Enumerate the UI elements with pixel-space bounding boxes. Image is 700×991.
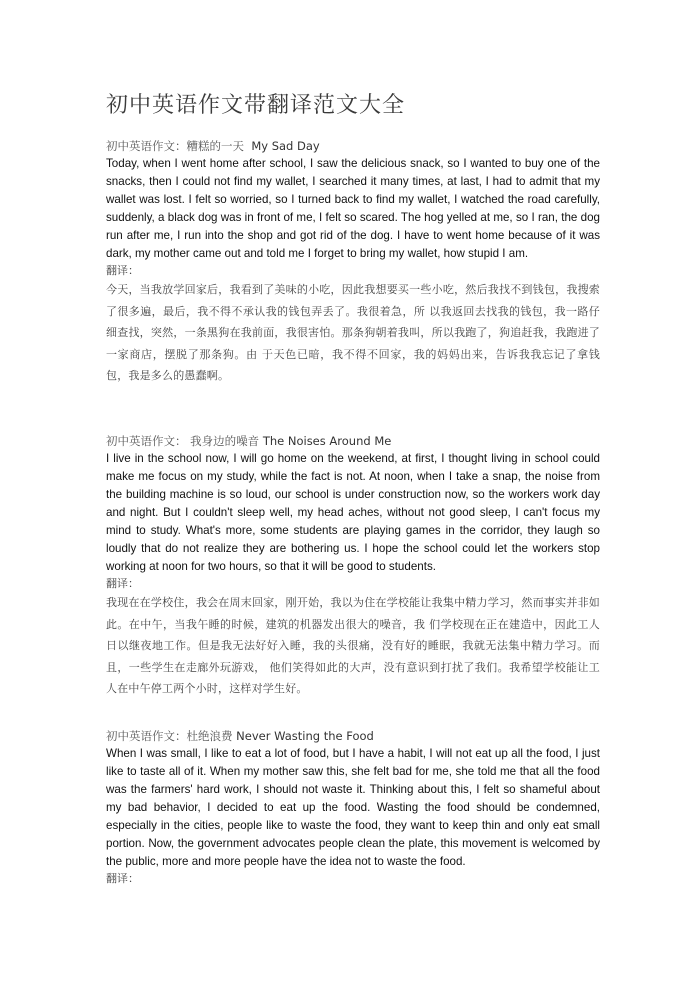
essay-section: [106, 727, 600, 887]
essay-heading: [106, 727, 600, 745]
essay-body-english: I live in the school now, I will go home on the weekend, at first, I thought living in school could make me focus on my study, while the fact is not. At noon, when I take a snap, the noise from the building machine is so loud, our school is under construction now, so the workers work day and night. But I couldn't sleep well, my head aches, without not good sleep, I can't focus my mind to study. What's more, some students are playing games in the corridor, they laugh so loudly that do not realize they are bothering us. I hope the school could let the workers stop working at noon for two hours, so that it will be good to students.: [106, 452, 600, 573]
essay-body-chinese: 今天，当我放学回家后，我看到了美味的小吃，因此我想要买一些小吃，然后我找不到钱包，我搜索了很多遍，最后，我不得不承认我的钱包弄丢了。我很着急，所 以我返回去找我的钱包，我一路仔细查找，突然，一条黑狗在我前面，我很害怕。那条狗朝着我叫，所以我跑了，狗追赶我，我跑进了一家商店，摆脱了那条狗。由 于天色已暗，我不得不回家，我的妈妈出来，告诉我我忘记了拿钱包，我是多么的愚蠢啊。: [106, 283, 600, 382]
essay-heading-english: Never Wasting the Food: [236, 729, 374, 743]
essay-heading: [106, 432, 600, 450]
essay-heading: [106, 137, 600, 155]
translation-label: 翻译：: [106, 577, 139, 590]
essay-heading-prefix: 初中英语作文：糟糕的一天: [106, 139, 244, 153]
essay-heading-english: My Sad Day: [251, 139, 320, 153]
essay-section: [106, 432, 600, 700]
essay-body-english: Today, when I went home after school, I saw the delicious snack, so I wanted to buy one of the snacks, then I could not find my wallet, I searched it many times, at last, I had to admit that my wallet was lost. I felt so worried, so I turned back to find my wallet, I watched the road carefully, suddenly, a black dog was in front of me, I felt so scared. The hog yelled at me, so I ran, the dog run after me, I run into the shop and got rid of the dog. I have to went home because of it was dark, my mother came out and told me I forget to bring my wallet, how stupid I am.: [106, 157, 600, 260]
document-title: 初中英语作文带翻译范文大全: [106, 93, 406, 118]
essay-heading-prefix: 初中英语作文：杜绝浪费: [106, 729, 233, 743]
translation-label: 翻译：: [106, 264, 139, 277]
essay-heading-english: The Noises Around Me: [262, 434, 392, 448]
essay-body-english: When I was small, I like to eat a lot of food, but I have a habit, I will not eat up all the food, I just like to taste all of it. When my mother saw this, she felt bad for me, she told me that all the food was the farmers' hard work, I should not waste it. Thinking about this, I felt so shameful about my bad behavior, I decided to eat up the food. Wasting the food should be condemned, especially in the cities, people like to waste the food, they want to keep thin and only eat small portion. Now, the government advocates people clean the plate, this movement is welcomed by the public, more and more people have the idea not to waste the food.: [106, 747, 600, 868]
essay-section: [106, 137, 600, 387]
essay-body-chinese: 我现在在学校住，我会在周末回家，刚开始，我以为住在学校能让我集中精力学习，然而事实并非如此。在中午，当我午睡的时候，建筑的机器发出很大的噪音，我 们学校现在正在建造中，因此工人日以继夜地工作。但是我无法好好入睡，我的头很痛，没有好的睡眠，我就无法集中精力学习。而且，一些学生在走廊外玩游戏， 他们笑得如此的大声，没有意识到打扰了我们。我希望学校能让工人在中午停工两个小时，这样对学生好。: [106, 596, 600, 695]
translation-label: 翻译：: [106, 872, 139, 885]
essay-heading-prefix: 初中英语作文： 我身边的噪音: [106, 434, 260, 448]
